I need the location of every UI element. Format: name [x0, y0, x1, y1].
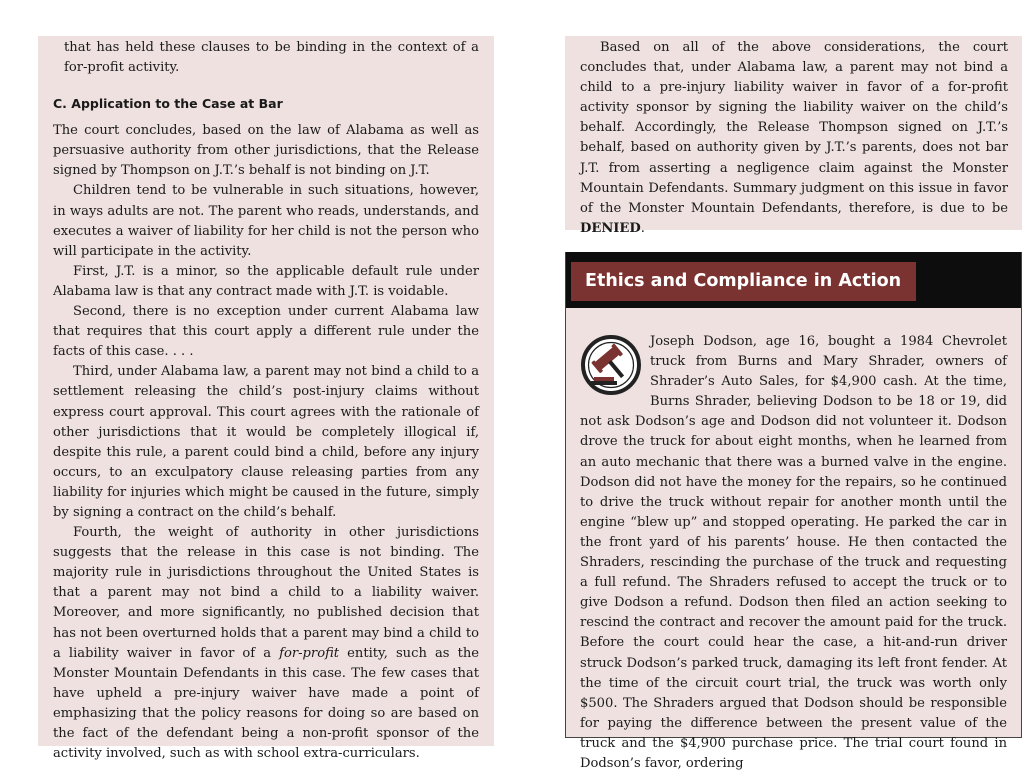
text-run: Based on all of the above considerations, the court concludes that, under Alabama law, a parent may not bind a child to a pre-injury liability waiver in favor of a for-profit activity sponsor by signing the liability waiver on the child’s behalf. Accordingly, the Release Thompson signed on J.T.’s behalf, based on authority given by J.T.’s parents, does not bar J.T. from asserting a negligence claim against the Monster Mountain Defendants. Summary judgment on this issue in favor of the Monster Mountain Defendants, therefore, is due to be: [580, 40, 1008, 216]
ethics-box: [565, 252, 1022, 771]
text-run: entity, such as the Monster Mountain Defendants in this case. The few cases that have upheld a pre-injury waiver have made a point of emphasizing that the policy reasons for doing so are based on the fact of the defendant being a non-profit sponsor of the activity involved, such as with school extra-curriculars.: [53, 645, 480, 762]
conclusion-panel: [565, 36, 1022, 236]
paragraph: Second, there is no exception under current Alabama law that requires that this court apply a different rule under the facts of this case. . . .: [53, 304, 479, 360]
gavel-icon: [580, 334, 642, 396]
paragraph: Third, under Alabama law, a parent may not bind a child to a settlement releasing the child’s post-injury claims without express court approval. This court agrees with the rationale of other jurisdictions that it would be completely illogical if, despite this rule, a parent could bind a child, before any injury occurs, to an exculpatory clause releasing parties from any liability for injuries which might be caused in the future, simply by signing a contract on the child’s behalf.: [53, 364, 479, 520]
paragraph: [580, 38, 1008, 239]
paragraph: Children tend to be vulnerable in such situations, however, in ways adults are not. The parent who reads, understands, and executes a waiver of liability for her child is not the person who will participate in the activity.: [53, 183, 479, 259]
section-heading: C. Application to the Case at Bar: [53, 96, 283, 112]
ethics-title: Ethics and Compliance in Action: [571, 262, 916, 301]
text-run: Fourth, the weight of authority in other jurisdictions suggests that the release in this case is not binding. The majority rule in jurisdictions throughout the United States is that a parent may not bind a child to a liability waiver. Moreover, and more significantly, no published decision that has not been overturned holds that a parent may bind a child to a liability waiver in favor of a: [53, 525, 479, 661]
paragraph: The court concludes, based on the law of Alabama as well as persuasive authority from other jurisdictions, that the Release signed by Thompson on J.T.’s behalf is not binding on J.T.: [53, 123, 479, 179]
ethics-header: [566, 252, 1021, 308]
text-run: .: [640, 220, 645, 236]
emphasis: for-profit: [279, 645, 340, 661]
quote-continuation: that has held these clauses to be binding in the context of a for-profit activity.: [64, 40, 479, 76]
ethics-text: Joseph Dodson, age 16, bought a 1984 Chevrolet truck from Burns and Mary Shrader, owners of Shrader’s Auto Sales, for $4,900 cash. At the time, Burns Shrader, believing Dodson to be 18 or 19, did not ask Dodson’s age and Dodson did not volunteer it. Dodson drove the truck for about eight months, when he learned from an auto mechanic that there was a burned valve in the engine. Dodson did not have the money for the repairs, so he continued to drive the truck without repair for another month until the engine “blew up” and stopped operating. He parked the car in the front yard of his parents’ house. He then contacted the Shraders, rescinding the purchase of the truck and requesting a full refund. The Shraders refused to accept the truck or to give Dodson a refund. Dodson then filed an action seeking to rescind the contract and recover the amount paid for the truck. Before the court could hear the case, a hit-and-run driver struck Dodson’s parked truck, damaging its left front fender. At the time of the circuit court trial, the truck was worth only $500. The Shraders argued that Dodson should be responsible for paying the difference between the present value of the truck and the $4,900 purchase price. The trial court found in Dodson’s favor, ordering: [580, 334, 1007, 771]
paragraph: [53, 523, 479, 764]
left-column: [38, 36, 494, 762]
ethics-body: [566, 308, 1021, 774]
bold-term: DENIED: [580, 220, 641, 236]
paragraph: First, J.T. is a minor, so the applicable default rule under Alabama law is that any contract made with J.T. is voidable.: [53, 263, 479, 299]
